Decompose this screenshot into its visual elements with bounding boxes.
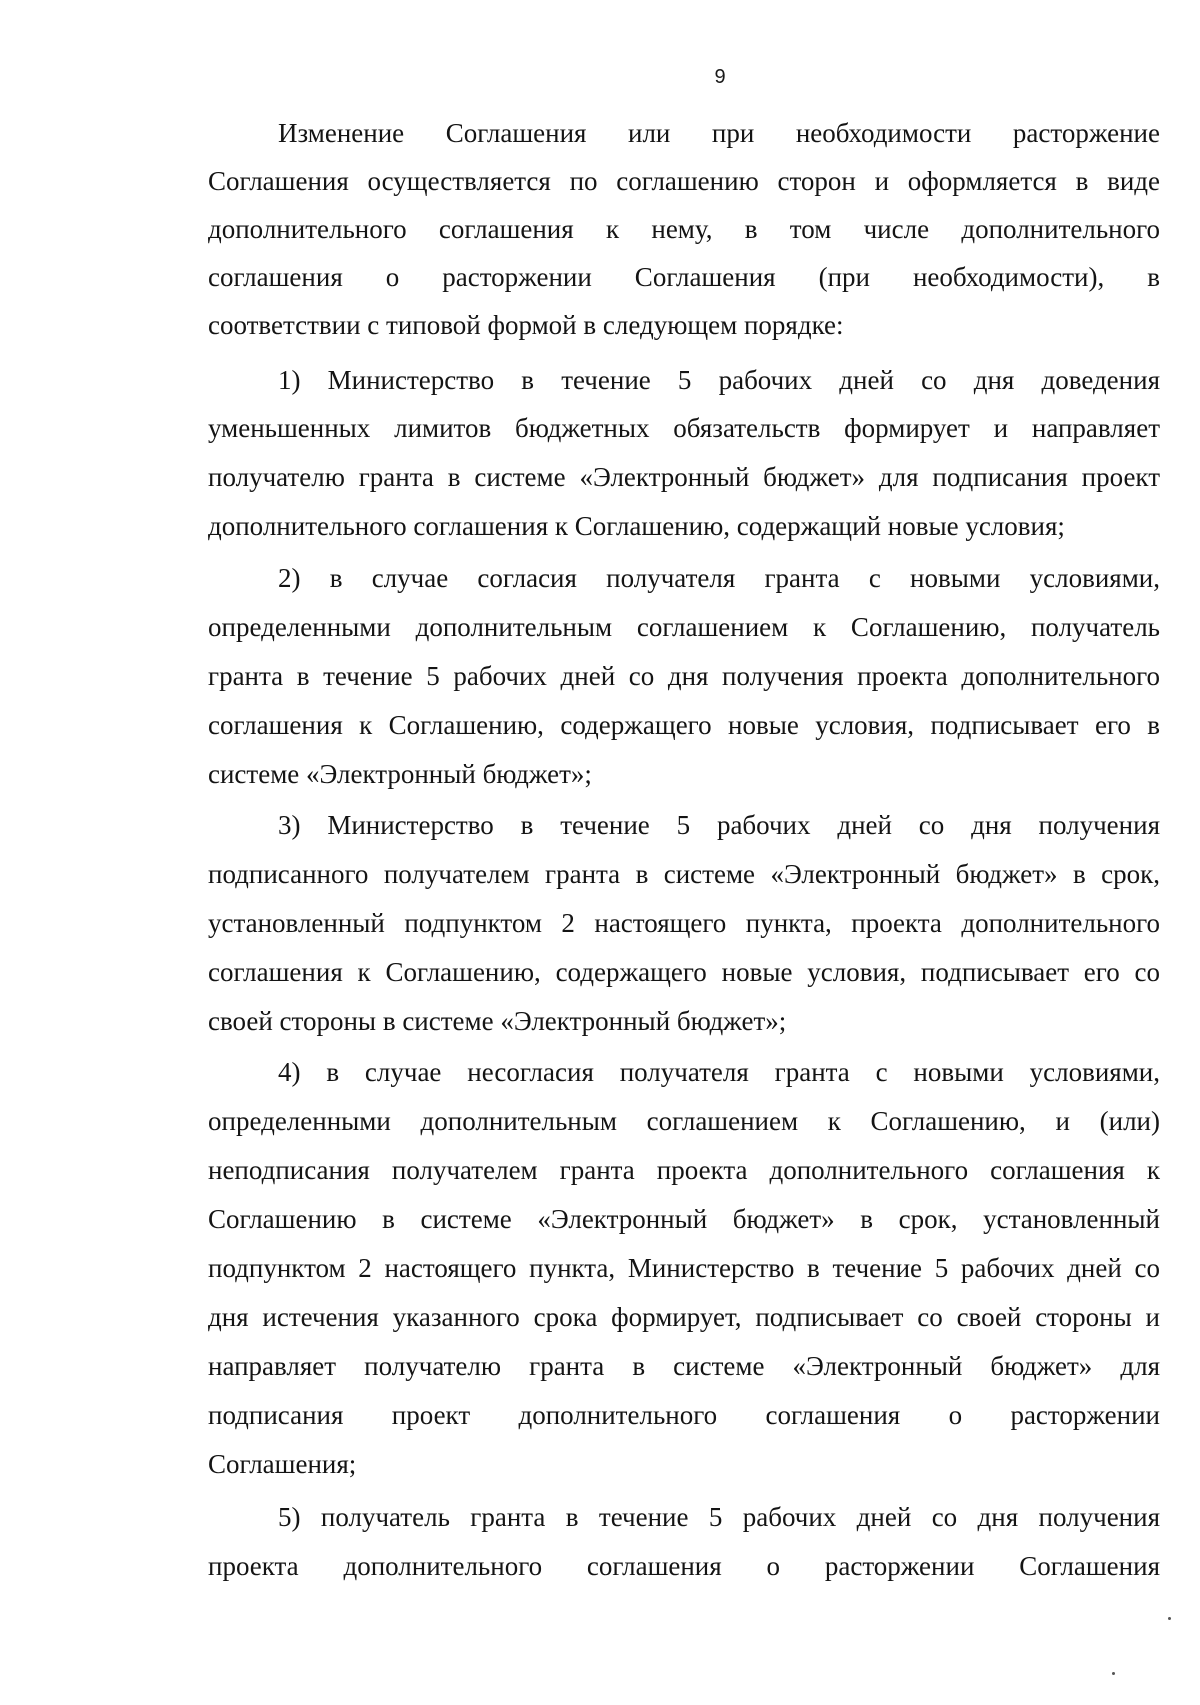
list-item-line: получателю гранта в системе «Электронный бюджет» для подписания проект	[208, 462, 1160, 492]
list-item-line: гранта в течение 5 рабочих дней со дня получения проекта дополнительного	[208, 661, 1160, 691]
paragraph-line: соглашения о расторжении Соглашения (при необходимости), в	[208, 262, 1160, 292]
list-item-line: Соглашения;	[208, 1449, 357, 1479]
list-item-line: 3) Министерство в течение 5 рабочих дней со дня получения	[278, 810, 1160, 840]
list-item-line: направляет получателю гранта в системе «Электронный бюджет» для	[208, 1351, 1160, 1381]
list-item-line: дня истечения указанного срока формирует, подписывает со своей стороны и	[208, 1302, 1160, 1332]
list-item-line: дополнительного соглашения к Соглашению, содержащий новые условия;	[208, 511, 1065, 541]
paragraph-line: соответствии с типовой формой в следующем порядке:	[208, 310, 844, 340]
list-item-line: 4) в случае несогласия получателя гранта с новыми условиями,	[278, 1057, 1160, 1087]
paragraph-line: Изменение Соглашения или при необходимости расторжение	[278, 118, 1160, 148]
list-item-line: 5) получатель гранта в течение 5 рабочих дней со дня получения	[278, 1502, 1160, 1532]
list-item-line: проекта дополнительного соглашения о расторжении Соглашения	[208, 1551, 1160, 1581]
paragraph-line: Соглашения осуществляется по соглашению сторон и оформляется в виде	[208, 166, 1160, 196]
list-item-line: 2) в случае согласия получателя гранта с новыми условиями,	[278, 563, 1160, 593]
scan-speck	[1112, 1672, 1115, 1675]
list-item-line: системе «Электронный бюджет»;	[208, 759, 592, 789]
list-item-line: соглашения к Соглашению, содержащего новые условия, подписывает его в	[208, 710, 1160, 740]
list-item-line: 1) Министерство в течение 5 рабочих дней со дня доведения	[278, 365, 1160, 395]
list-item-line: неподписания получателем гранта проекта дополнительного соглашения к	[208, 1155, 1160, 1185]
list-item-line: подписанного получателем гранта в системе «Электронный бюджет» в срок,	[208, 859, 1160, 889]
list-item-line: подпунктом 2 настоящего пункта, Министерство в течение 5 рабочих дней со	[208, 1253, 1160, 1283]
list-item-line: определенными дополнительным соглашением к Соглашению, и (или)	[208, 1106, 1160, 1136]
scan-speck	[1168, 1617, 1171, 1620]
list-item-line: подписания проект дополнительного соглашения о расторжении	[208, 1400, 1160, 1430]
paragraph-line: дополнительного соглашения к нему, в том числе дополнительного	[208, 214, 1160, 244]
page-number: 9	[714, 66, 726, 88]
list-item-line: определенными дополнительным соглашением к Соглашению, получатель	[208, 612, 1160, 642]
list-item-line: своей стороны в системе «Электронный бюджет»;	[208, 1006, 787, 1036]
list-item-line: соглашения к Соглашению, содержащего новые условия, подписывает его со	[208, 957, 1160, 987]
list-item-line: Соглашению в системе «Электронный бюджет» в срок, установленный	[208, 1204, 1160, 1234]
list-item-line: уменьшенных лимитов бюджетных обязательств формирует и направляет	[208, 413, 1160, 443]
list-item-line: установленный подпунктом 2 настоящего пункта, проекта дополнительного	[208, 908, 1160, 938]
